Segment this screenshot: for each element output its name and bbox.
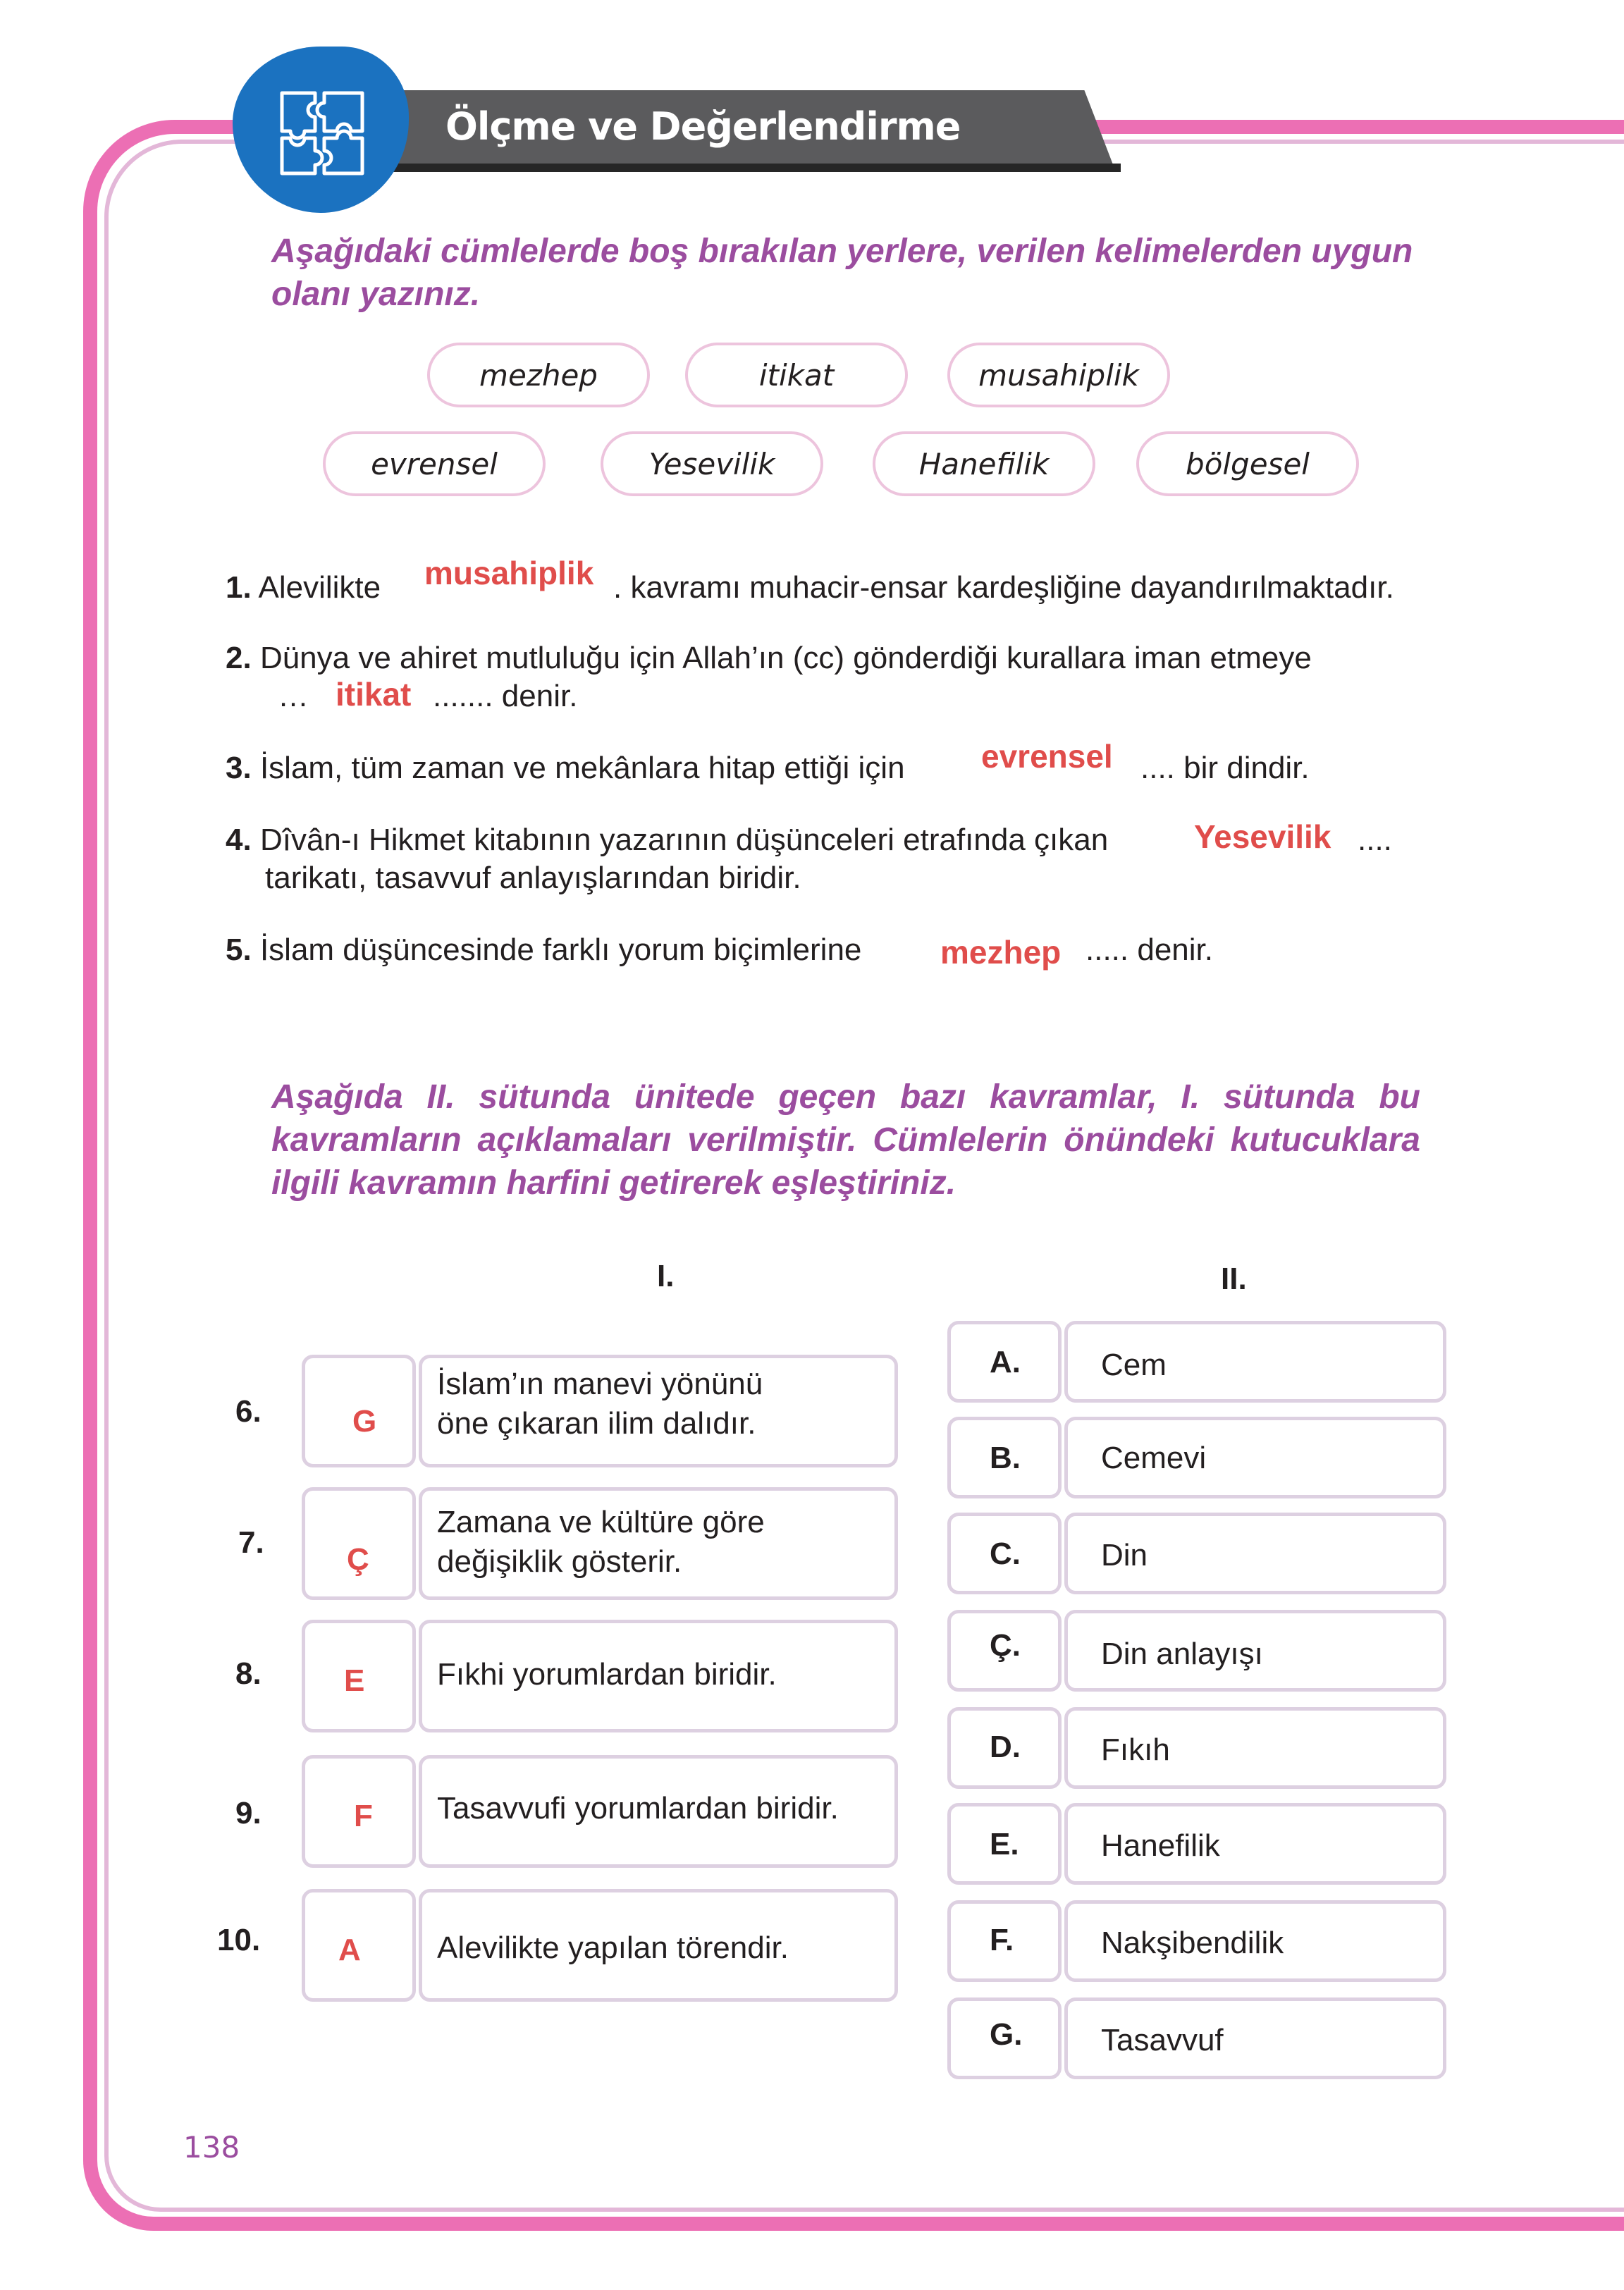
description-text: Tasavvufi yorumlardan biridir. [437,1791,839,1826]
item-number: 6. [235,1394,262,1429]
description-text [437,1503,765,1582]
option-text: Din [1101,1538,1148,1572]
question-number: 3. [226,751,252,785]
question-5 [226,932,861,968]
instruction-2-line3: ilgili kavramın harfini getirerek eşleştiriniz. [271,1164,956,1202]
page-number: 138 [183,2130,240,2165]
option-letter: A. [990,1345,1021,1379]
word-pill: Hanefilik [873,431,1095,496]
question-number: 4. [226,823,252,857]
item-number: 7. [238,1525,264,1560]
word-pill: evrensel [323,431,546,496]
question-dots: .... [1358,823,1392,857]
word-pill: itikat [685,343,908,407]
instruction-1-line2: olanı yazınız. [271,276,481,313]
option-text: Nakşibendilik [1101,1926,1284,1960]
option-text: Cem [1101,1348,1167,1382]
answer-letter: E [344,1663,365,1698]
question-text: . kavramı muhacir-ensar kardeşliğine dayandırılmaktadır. [613,570,1394,605]
instruction-1-line1: Aşağıdaki cümlelerde boş bırakılan yerlere, verilen kelimelerden uygun [271,233,1413,270]
word-pill: mezhep [427,343,650,407]
fill-answer: evrensel [981,738,1113,775]
page-title: Ölçme ve Değerlendirme [445,104,961,149]
option-text: Tasavvuf [1101,2023,1224,2057]
option-letter: Ç. [990,1628,1021,1663]
answer-letter: A [338,1933,361,1967]
question-text: İslam, tüm zaman ve mekânlara hitap ettiği için [259,751,905,785]
option-letter: C. [990,1537,1021,1571]
question-number: 2. [226,641,252,675]
fill-answer: Yesevilik [1194,818,1331,855]
description-text: Alevilikte yapılan törendir. [437,1931,789,1965]
question-text: Alevilikte [258,570,381,605]
question-number: 1. [226,570,252,605]
option-text: Fıkıh [1101,1732,1170,1767]
option-text: Hanefilik [1101,1828,1220,1863]
description-line: öne çıkaran ilim dalıdır. [437,1406,756,1441]
header-underline [381,164,1121,172]
option-letter: E. [990,1827,1019,1861]
question-number: 5. [226,932,252,967]
fill-answer: musahiplik [424,555,594,591]
instruction-1 [271,230,1413,316]
description-text [437,1365,763,1443]
question-text: .... bir dindir. [1140,751,1310,785]
word-pill: bölgesel [1136,431,1359,496]
question-2 [226,640,1312,677]
description-line: İslam’ın manevi yönünü [437,1367,763,1401]
option-letter: B. [990,1441,1021,1475]
word-pill: Yesevilik [601,431,823,496]
question-text: ....... denir. [433,679,578,713]
description-line: değişiklik gösterir. [437,1544,682,1579]
question-4 [226,822,1108,858]
option-text: Din anlayışı [1101,1637,1263,1671]
instruction-2-line2: kavramların açıklamaları verilmiştir. Cümlelerin önündeki kutucuklara [271,1121,1420,1159]
option-letter: G. [990,2017,1023,2052]
puzzle-icon [276,87,368,179]
question-text: Dünya ve ahiret mutluluğu için Allah’ın (cc) gönderdiği kurallara iman etmeye [259,641,1312,675]
question-text: Dîvân-ı Hikmet kitabının yazarının düşünceleri etrafında çıkan [259,823,1109,857]
item-number: 9. [235,1796,262,1830]
question-text: tarikatı, tasavvuf anlayışlarından biridir. [265,861,801,895]
instruction-2-line1: Aşağıda II. sütunda ünitede geçen bazı kavramlar, I. sütunda bu [271,1078,1420,1116]
column-1-header: I. [657,1259,675,1293]
description-line: Zamana ve kültüre göre [437,1505,765,1539]
question-3 [226,750,905,787]
question-text: İslam düşüncesinde farklı yorum biçimlerine [259,932,862,967]
question-text: ..... denir. [1085,932,1213,967]
word-pill: musahiplik [947,343,1170,407]
fill-answer: mezhep [940,934,1062,971]
item-number: 8. [235,1656,262,1691]
description-text: Fıkhi yorumlardan biridir. [437,1657,777,1692]
option-letter: F. [990,1923,1014,1957]
column-2-header: II. [1221,1262,1247,1296]
option-text: Cemevi [1101,1441,1207,1475]
instruction-2 [271,1076,1420,1162]
answer-letter: Ç [347,1542,369,1577]
answer-letter: F [354,1799,373,1833]
question-1 [226,570,381,606]
item-number: 10. [217,1923,261,1957]
answer-letter: G [352,1404,377,1439]
fill-answer: itikat [336,676,412,713]
option-letter: D. [990,1730,1021,1764]
question-dots: … [278,679,309,713]
